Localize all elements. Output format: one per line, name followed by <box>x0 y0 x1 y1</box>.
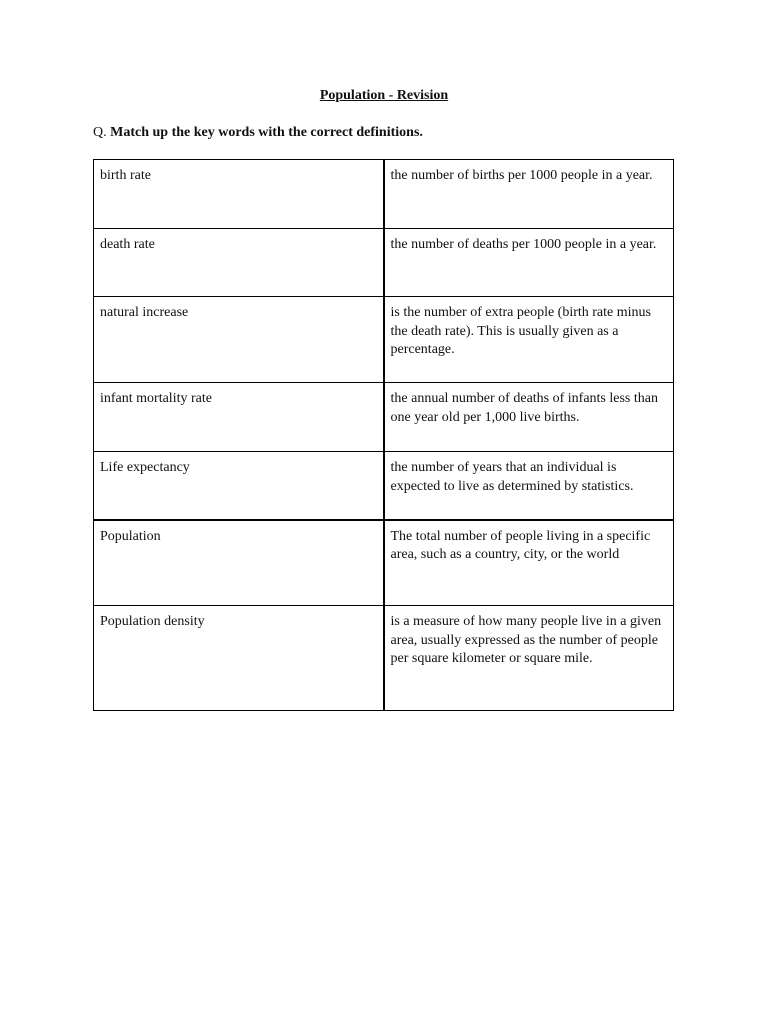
question-prefix: Q. <box>93 125 111 140</box>
term-cell: Life expectancy <box>94 452 384 520</box>
table-row <box>94 160 674 229</box>
table-row <box>94 297 674 383</box>
term-cell: infant mortality rate <box>94 383 384 452</box>
question-line <box>93 125 423 141</box>
definition-cell: The total number of people living in a specific area, such as a country, city, or the world <box>384 520 674 606</box>
definition-cell: is the number of extra people (birth rate minus the death rate). This is usually given as a percentage. <box>384 297 674 383</box>
table-row <box>94 383 674 452</box>
table-row <box>94 229 674 297</box>
table-row <box>94 606 674 711</box>
term-cell: Population <box>94 520 384 606</box>
definition-cell: the number of deaths per 1000 people in a year. <box>384 229 674 297</box>
page-title: Population - Revision <box>319 88 449 103</box>
term-cell: death rate <box>94 229 384 297</box>
question-text: Match up the key words with the correct definitions. <box>110 125 423 140</box>
table-row <box>94 452 674 520</box>
table-row <box>94 520 674 606</box>
definition-cell: the number of births per 1000 people in a year. <box>384 160 674 229</box>
definition-cell: the annual number of deaths of infants less than one year old per 1,000 live births. <box>384 383 674 452</box>
definition-cell: the number of years that an individual is expected to live as determined by statistics. <box>384 452 674 520</box>
term-cell: natural increase <box>94 297 384 383</box>
term-cell: Population density <box>94 606 384 711</box>
definition-cell: is a measure of how many people live in a given area, usually expressed as the number of people per square kilometer or square mile. <box>384 606 674 711</box>
definitions-table <box>93 159 674 711</box>
term-cell: birth rate <box>94 160 384 229</box>
